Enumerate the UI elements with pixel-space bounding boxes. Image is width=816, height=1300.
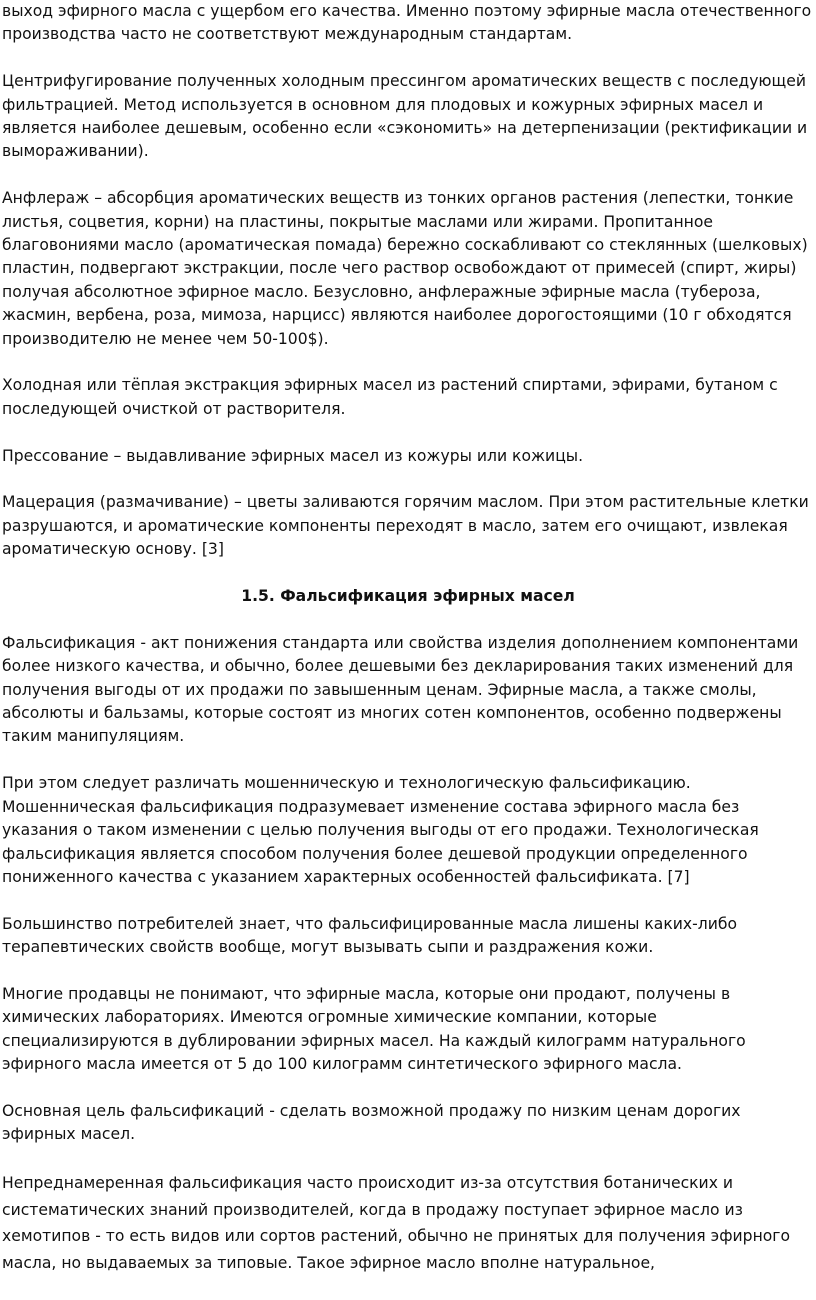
section-heading: 1.5. Фальсификация эфирных масел <box>241 587 575 606</box>
paragraph-centrifugation: Центрифугирование полученных холодным прессингом ароматических веществ с последующей фильтрацией. Метод используется в основном для плодовых и кожурных эфирных масел и является наиболее дешевым, особенно если «сэкономить» на детерпенизации (ректификации и вымораживании). <box>2 72 808 161</box>
paragraph-falsification-types: При этом следует различать мошенническую и технологическую фальсификацию. Мошенническая фальсификация подразумевает изменение состава эфирного масла без указания о таком изменении с целью получения выгоды от его продажи. Технологическая фальсификация является способом получения более дешевой продукции определенного пониженного качества с указанием характерных особенностей фальсификата. [7] <box>2 774 759 886</box>
paragraph-extraction: Холодная или тёплая экстракция эфирных масел из растений спиртами, эфирами, бутаном с последующей очисткой от растворителя. <box>2 376 778 418</box>
paragraph-maceration: Мацерация (размачивание) – цветы заливаются горячим маслом. При этом растительные клетки разрушаются, и ароматические компоненты переходят в масло, затем его очищают, извлекая ароматическую основу. [3] <box>2 493 809 559</box>
paragraph-main-goal: Основная цель фальсификаций - сделать возможной продажу по низким ценам дорогих эфирных масел. <box>2 1101 741 1144</box>
paragraph-extraction-quality: выход эфирного масла с ущербом его качества. Именно поэтому эфирные масла отечественного производства часто не соответствуют международным стандартам. <box>2 2 812 44</box>
paragraph-enfleurage: Анфлераж – абсорбция ароматических веществ из тонких органов растения (лепестки, тонкие листья, соцветия, корни) на пластины, покрытые маслами или жирами. Пропитанное благовониями масло (ароматическая помада) бережно соскабливают со стеклянных (шелковых) пластин, подвергают экстракции, после чего раствор освобождают от примесей (спирт, жиры) получая абсолютное эфирное масло. Безусловно, анфлеражные эфирные масла (тубероза, жасмин, вербена, роза, мимоза, нарцисс) являются наиболее дорогостоящими (10 г обходятся производителю не менее чем 50-100$). <box>2 189 808 348</box>
paragraph-sellers: Многие продавцы не понимают, что эфирные масла, которые они продают, получены в химических лабораториях. Имеются огромные химические компании, которые специализируются в дублировании эфирных масел. На каждый килограмм натурального эфирного масла имеется от 5 до 100 килограмм синтетического эфирного масла. <box>2 984 746 1074</box>
paragraph-falsification-definition: Фальсификация - акт понижения стандарта или свойства изделия дополнением компонентами более низкого качества, и обычно, более дешевыми без декларирования таких изменений для получения выгоды от их продажи по завышенным ценам. Эфирные масла, а также смолы, абсолюты и бальзамы, которые состоят из многих сотен компонентов, особенно подвержены таким манипуляциям. <box>2 633 799 746</box>
paragraph-pressing: Прессование – выдавливание эфирных масел из кожуры или кожицы. <box>2 446 584 465</box>
paragraph-consumers: Большинство потребителей знает, что фальсифицированные масла лишены каких-либо терапевтических свойств вообще, могут вызывать сыпи и раздражения кожи. <box>2 914 738 957</box>
paragraph-unintentional: Непреднамеренная фальсификация часто происходит из-за отсутствия ботанических и систематических знаний производителей, когда в продажу поступает эфирное масло из хемотипов - то есть видов или сортов растений, обычно не принятых для получения эфирного масла, но выдаваемых за типовые. Такое эфирное масло вполне натуральное, <box>2 1174 791 1272</box>
